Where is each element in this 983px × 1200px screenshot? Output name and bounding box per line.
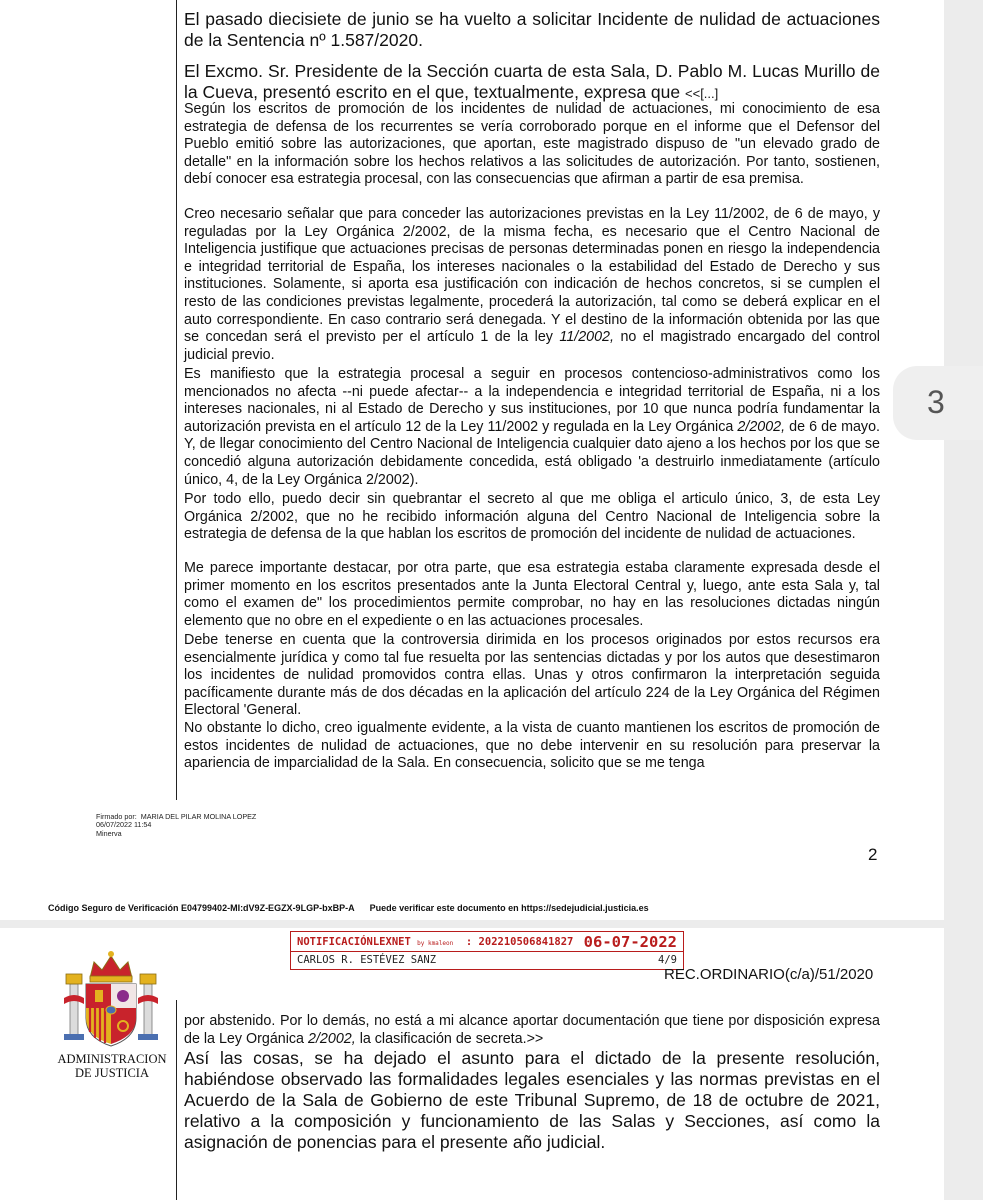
law-ref: 2/2002, xyxy=(308,1030,356,1047)
page-indicator-number: 3 xyxy=(927,384,945,420)
statement-intro: El Excmo. Sr. Presidente de la Sección cuarta de esta Sala, D. Pablo M. Lucas Murillo de la Cueva, presentó escrito en el que, textualmente, expresa que xyxy=(184,61,880,102)
notification-by: by kmaleon xyxy=(417,940,454,947)
quote-p2-text: Creo necesario señalar que para conceder las autorizaciones previstas en la Ley 11/2002, de 6 de mayo, y reguladas por la Ley Orgánica 2/2002, de la misma fecha, es necesario que el Centro Nacional de Inteligencia justifique que actuaciones precisas de personas determinadas ponen en riesgo la independencia e integridad territorial de España, los intereses nacionales o la estabilidad del Estado de Derecho y sus instituciones. Solamente, si aporta esa justificación con indicación de hechos concretos, si se cumplen el resto de las condiciones previstas legalmente, procederá la autorización, tal como se deberá explicar en el auto correspondiente. En caso contrario será denegada. Y el destino de la información obtenida por las que se concedan será el previsto per el artículo 1 de la ley xyxy=(184,206,880,346)
csv-code: Código Seguro de Verificación E04799402-MI:dV9Z-EGZX-9LGP-bxBP-A xyxy=(48,903,355,913)
quote-p2-text-end: no el magistrado encargado del control judicial previo. xyxy=(184,329,880,363)
margin-rule xyxy=(176,0,177,800)
notification-recipient: CARLOS R. ESTÉVEZ SANZ xyxy=(297,954,437,966)
signature-block xyxy=(96,813,276,838)
institution-line-2: DE JUSTICIA xyxy=(75,1066,149,1080)
quote-p3-text-end: de 6 de mayo. Y, de llegar conocimiento del Centro Nacional de Inteligencia cualquier dato ajeno a los hechos por los que se concedió alguna autorización debidamente concedida, está obligado 'a destruirlo inmediatamente (artículo único, 4, de la Ley Orgánica 2/2002). xyxy=(184,418,880,488)
quote-paragraph-4: Por todo ello, puedo decir sin quebrantar el secreto al que me obliga el articulo único, 3, de esta Ley Orgánica 2/2002, que no he recibido información alguna del Centro Nacional de Inteligencia sobre la estrategia de defensa de la que hablan los escritos de promoción del incidente de nulidad de actuaciones. xyxy=(184,491,880,543)
case-reference: REC.ORDINARIO(c/a)/51/2020 xyxy=(664,966,874,983)
quote-paragraph-5: Me parece importante destacar, por otra parte, que esa estrategia estaba claramente expresada desde el primer momento en los escritos presentados ante la Junta Electoral Central y, luego, ante esta Sala y, tal como el examen de" los procedimientos permite comprobar, no hay en las resoluciones dictadas ningún elemento que no obre en el expediente o en las actuaciones procesales. xyxy=(184,560,880,629)
signature-date: 06/07/2022 11:54 xyxy=(96,820,152,830)
notification-code: : 202210506841827 xyxy=(465,936,574,948)
quote-paragraph-end xyxy=(184,1013,880,1048)
notification-label: NOTIFICACIÓN xyxy=(297,936,373,948)
closing-paragraph: Así las cosas, se ha dejado el asunto para el dictado de la presente resolución, habiéndose observado las formalidades legales esenciales y las normas previstas en el Acuerdo de la Sala de Gobierno de este Tribunal Supremo, de 18 de octubre de 2021, relativo a la composición y funcionamiento de las Salas y Secciones, así como la asignación de ponencias para el presente año judicial. xyxy=(184,1048,880,1152)
quote-open: <<[...] xyxy=(685,86,719,101)
notification-system: LEXNET xyxy=(372,936,411,948)
stamp-divider xyxy=(291,951,683,952)
quote-paragraph-7: No obstante lo dicho, creo igualmente evidente, a la vista de cuanto mantienen los escritos de promoción de estos incidentes de nulidad de actuaciones, que no debe intervenir en su resolución para preservar la apariencia de imparcialidad de la Sala. En consecuencia, solicito que se me tenga xyxy=(184,720,880,772)
lexnet-notification-stamp xyxy=(290,931,684,970)
quote-p3-text: Es manifiesto que la estrategia procesal a seguir en procesos contencioso-administrativos como los mencionados no afecta --ni puede afectar-- a la independencia e integridad territorial de España, ni a los intereses nacionales, ni al Estado de Derecho y sus instituciones, por 10 que nunca podría fundamentar la autorización prevista en el artículo 12 de la Ley 11/2002 y regulada en la Ley Orgánica xyxy=(184,366,880,435)
paragraph-president-statement xyxy=(184,61,880,104)
paragraph-incident-request: El pasado diecisiete de junio se ha vuelto a solicitar Incidente de nulidad de actuaciones de la Sentencia nº 1.587/2020. xyxy=(184,9,880,50)
coat-of-arms-icon xyxy=(52,948,170,1053)
notification-page: 4/9 xyxy=(658,954,677,966)
law-ref: 11/2002, xyxy=(559,329,614,346)
quote-paragraph-1: Según los escritos de promoción de los incidentes de nulidad de actuaciones, mi conocimiento de esa estrategia de defensa de los recurrentes se vería corroborado porque en el informe que el Defensor del Pueblo emitió sobre las autorizaciones, que aportan, este magistrado dispuso de "un elevado grado de detalle" en la información sobre los hechos relativos a las solicitudes de autorización. Por tanto, sostienen, debí conocer esa estrategia procesal, con las consecuencias que afirman a partir de esa premisa. xyxy=(184,101,880,188)
law-ref: 2/2002, xyxy=(737,418,786,435)
signature-system: Minerva xyxy=(96,828,122,838)
margin-rule xyxy=(176,1000,177,1200)
quote-end-text: por abstenido. Por lo demás, no está a mi alcance aportar documentación que tiene por disposición expresa de la Ley Orgánica xyxy=(184,1013,880,1047)
page-number: 2 xyxy=(868,845,878,864)
institution-label xyxy=(56,1052,168,1080)
institution-line-1: ADMINISTRACION xyxy=(57,1052,167,1066)
notification-date: 06-07-2022 xyxy=(583,933,677,951)
verification-footer xyxy=(48,903,649,913)
quote-paragraph-2 xyxy=(184,206,880,364)
signer-name: MARIA DEL PILAR MOLINA LOPEZ xyxy=(140,812,257,821)
quote-end-text-close: la clasificación de secreta.>> xyxy=(359,1030,544,1047)
notification-header xyxy=(297,936,573,948)
signed-label: Firmado por: xyxy=(96,812,137,821)
quote-paragraph-6: Debe tenerse en cuenta que la controversia dirimida en los procesos originados por estos recursos era esencialmente jurídica y como tal fue resuelta por las sentencias dictadas y por los autos que desestimaron los incidentes de nulidad promovidos contra ellas. Unas y otros confirmaron la interpretación seguida pacíficamente durante más de dos décadas en la aplicación del artículo 224 de la Ley Orgánica del Régimen Electoral 'General. xyxy=(184,632,880,719)
quote-paragraph-3 xyxy=(184,366,880,489)
verify-url-text: Puede verificar este documento en https://sedejudicial.justicia.es xyxy=(369,903,649,913)
page-indicator[interactable] xyxy=(893,366,983,440)
